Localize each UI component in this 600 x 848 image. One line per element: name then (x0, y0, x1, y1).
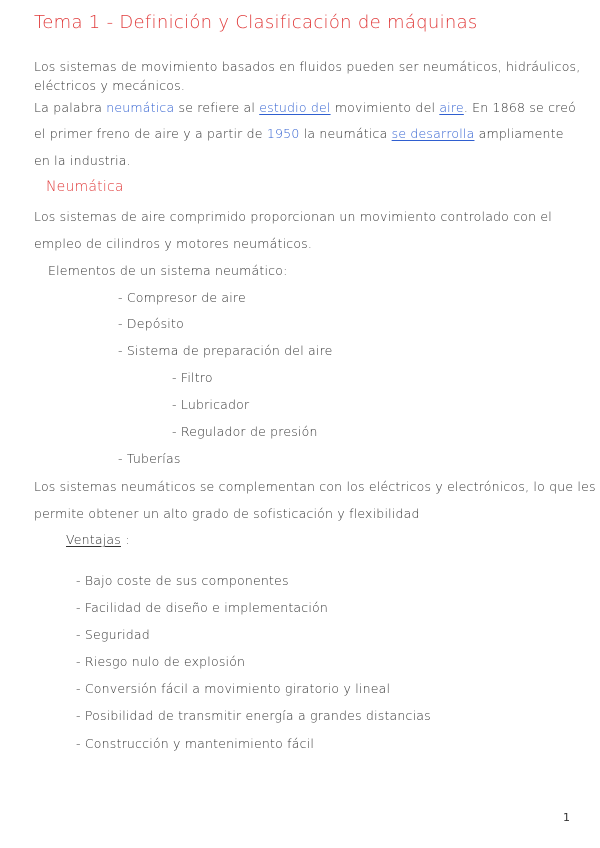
sub-list-item: - Filtro (172, 370, 213, 385)
page-title: Tema 1 - Definición y Clasificación de máquinas (34, 12, 478, 33)
para2-line-1: Los sistemas neumáticos se complementan con los eléctricos y electrónicos, lo que les (34, 479, 596, 494)
advantage-item: - Facilidad de diseño e implementación (76, 600, 329, 615)
list-item: - Sistema de preparación del aire (118, 343, 333, 358)
advantage-item: - Posibilidad de transmitir energía a grandes distancias (76, 708, 431, 723)
highlight-se-desarrolla: se desarrolla (391, 126, 475, 141)
intro-line-3 (34, 100, 576, 115)
elements-heading: Elementos de un sistema neumático: (48, 263, 288, 278)
intro-line-2: eléctricos y mecánicos. (34, 78, 186, 93)
advantage-item: - Bajo coste de sus componentes (76, 573, 289, 588)
highlight-aire: aire (439, 100, 464, 115)
advantage-item: - Conversión fácil a movimiento giratorio y lineal (76, 681, 391, 696)
intro-line-4 (34, 126, 564, 141)
intro-line-1: Los sistemas de movimiento basados en fluidos pueden ser neumáticos, hidráulicos, (34, 59, 581, 74)
list-item: - Depósito (118, 316, 184, 331)
text-segment: movimiento del (330, 100, 440, 115)
advantage-item: - Seguridad (76, 627, 150, 642)
advantage-item: - Construcción y mantenimiento fácil (76, 736, 314, 751)
text-segment: ampliamente (474, 126, 564, 141)
text-segment: el primer freno de aire y a partir de (34, 126, 267, 141)
section-heading-neumatica: Neumática (46, 179, 124, 195)
advantage-item: - Riesgo nulo de explosión (76, 654, 246, 669)
para1-line-1: Los sistemas de aire comprimido proporcionan un movimiento controlado con el (34, 209, 552, 224)
advantages-heading: Ventajas (66, 532, 121, 547)
list-item: - Compresor de aire (118, 290, 246, 305)
sub-list-item: - Lubricador (172, 397, 250, 412)
text-segment: . En 1868 se creó (463, 100, 576, 115)
sub-list-item: - Regulador de presión (172, 424, 318, 439)
text-segment: se refiere al (174, 100, 260, 115)
para1-line-2: empleo de cilindros y motores neumáticos. (34, 236, 313, 251)
highlight-neumatica: neumática (106, 100, 175, 115)
text-segment: La palabra (34, 100, 107, 115)
advantages-colon: : (125, 532, 130, 547)
text-segment: la neumática (299, 126, 392, 141)
para2-line-2: permite obtener un alto grado de sofisticación y flexibilidad (34, 506, 420, 521)
page-number: 1 (563, 811, 570, 824)
advantages-heading-row (66, 532, 130, 547)
intro-line-5: en la industria. (34, 153, 131, 168)
highlight-1950: 1950 (266, 126, 300, 141)
list-item: - Tuberías (118, 451, 181, 466)
highlight-estudio: estudio del (259, 100, 331, 115)
